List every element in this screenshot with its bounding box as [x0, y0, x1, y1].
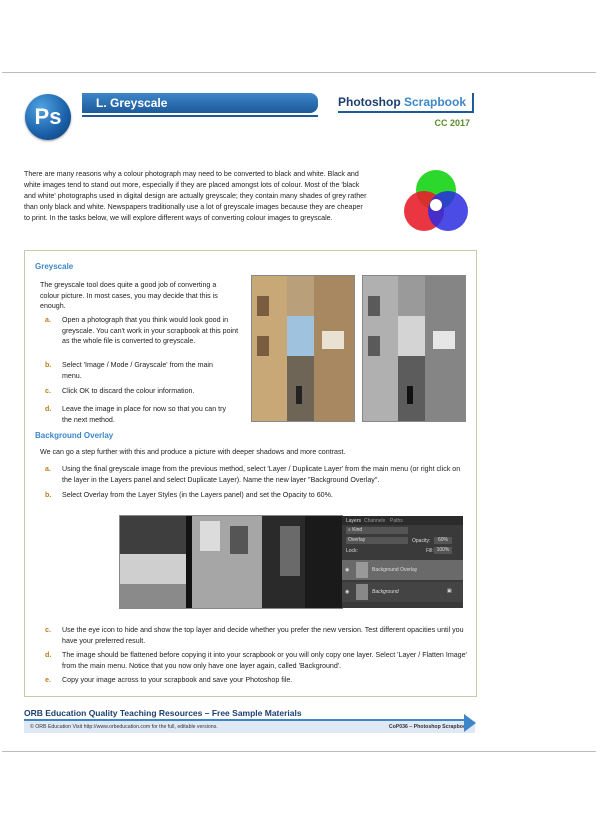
greyscale-lead: The greyscale tool does quite a good job of converting a colour picture. In most cases, you may decide that this is enough.	[40, 281, 218, 310]
brand-title: Photoshop Scrapbook	[338, 93, 474, 113]
overlay-example-photo	[119, 515, 343, 609]
footer-right: CoP036 – Photoshop Scrapbook	[388, 724, 469, 730]
eye-icon[interactable]: ◉	[345, 567, 350, 573]
overlay-step-c: c. Use the eye icon to hide and show the top layer and decide whether you prefer the new version. Test different opacities until you have your preferred result.	[45, 626, 464, 645]
opacity-label: Opacity:	[412, 538, 431, 544]
photoshop-logo: Ps	[25, 94, 71, 140]
layers-panel	[342, 516, 463, 608]
overlay-step-d: d. The image should be flattened before copying it into your scrapbook or you will only copy one layer. Select 'Layer / Flatten Image' from the main menu. Notice that you now only have one layer again, called 'Background'.	[45, 651, 467, 670]
greyscale-step-d: d. Leave the image in place for now so that you can try the next method.	[45, 405, 227, 424]
layer-name-background: Background	[372, 589, 399, 595]
overlay-step-e: e. Copy your image across to your scrapbook and save your Photoshop file.	[45, 676, 293, 684]
tab-layers[interactable]: Layers	[346, 518, 362, 524]
intro-paragraph: There are many reasons why a colour photograph may need to be converted to black and white. Black and white images tend to stand out more, especially if they are placed amongst lots of colour. Most of the 'black and white' photographs used in digital design are actually greyscale; they contain many shades of grey rather than only black and white. Newspapers traditionally use a lot of greyscale images because they are cheaper to print. In the tasks below, we will explore different ways of converting colour images to greyscale.	[24, 170, 367, 222]
overlay-heading: Background Overlay	[35, 431, 114, 440]
greyscale-step-b: b. Select 'Image / Mode / Grayscale' from the main menu.	[45, 361, 213, 380]
fill-label: Fill:	[426, 548, 434, 554]
greyscale-heading: Greyscale	[35, 262, 74, 271]
fill-input[interactable]: 100%	[434, 547, 452, 554]
overlay-lead: We can go a step further with this and produce a picture with deeper shadows and more contrast.	[40, 448, 346, 456]
footer-arrow-icon	[464, 714, 476, 732]
footer-bar	[24, 721, 475, 733]
opacity-input[interactable]: 60%	[434, 537, 452, 544]
lock-label: Lock:	[346, 548, 358, 554]
overlay-step-a: a. Using the final greyscale image from the previous method, select 'Layer / Duplicate Layer' from the main menu (or right click on the layer in the Layers panel and select Duplicate Layer). Name the new layer "Background Overlay".	[45, 465, 461, 484]
kind-filter[interactable]: ⌕ Kind	[346, 527, 408, 534]
tab-channels[interactable]: Channels	[364, 518, 386, 524]
lesson-title: L. Greyscale	[82, 93, 318, 113]
colour-street-photo	[251, 275, 355, 422]
layer-name-overlay: Background Overlay	[372, 567, 418, 573]
greyscale-street-photo	[362, 275, 466, 422]
footer-left: © ORB Education Visit http://www.orbeducation.com for the full, editable versions.	[30, 724, 218, 730]
title-underline	[82, 115, 318, 117]
greyscale-step-c: c. Click OK to discard the colour information.	[45, 387, 195, 395]
eye-icon[interactable]: ◉	[345, 589, 350, 595]
version-label: CC 2017	[434, 118, 470, 128]
tab-paths[interactable]: Paths	[390, 518, 403, 524]
blend-mode-select[interactable]: Overlay	[346, 537, 408, 544]
greyscale-step-a: a. Open a photograph that you think would look good in greyscale. You can't work in your scrapbook at this point as the whole file is converted to greyscale.	[45, 316, 239, 345]
layer-thumbnail	[356, 562, 368, 578]
footer-title: ORB Education Quality Teaching Resources – Free Sample Materials	[24, 708, 302, 718]
overlay-step-b: b. Select Overlay from the Layer Styles (in the Layers panel) and set the Opacity to 60%.	[45, 491, 333, 499]
layer-thumbnail	[356, 584, 368, 600]
lock-icon: ▣	[447, 588, 452, 594]
rgb-circles-icon	[396, 163, 476, 243]
